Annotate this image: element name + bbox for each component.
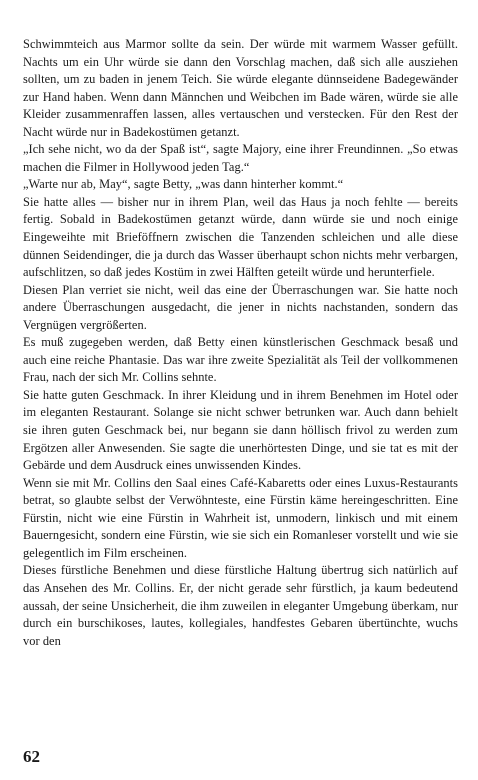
paragraph-9: Dieses fürstliche Benehmen und diese fürstliche Haltung übertrug sich natürlich auf das Ansehen des Mr. Collins. Er, der nicht gerade sehr fürstlich, ja kaum bedeutend aussah, der seine Unsicherheit, die ihm zuweilen in eleganter Umgebung überkam, nur durch ein burschikoses, lautes, kollegiales, handfestes Gebaren übertünchte, wuchs vor den (23, 563, 458, 648)
paragraph-3: „Warte nur ab, May“, sagte Betty, „was dann hinterher kommt.“ (23, 177, 344, 192)
paragraph-7: Sie hatte guten Geschmack. In ihrer Kleidung und in ihrem Benehmen im Hotel oder im eleganten Restaurant. Solange sie nicht schwer betrunken war. Auch dann behielt sie ihren guten Geschmack bei, nur begann sie dann höllisch frivol zu werden zum Ergötzen aller Anwesenden. Sie sagte die unerhörtesten Dinge, und sie tat es mit der Gebärde und dem Ausdruck eines unwissenden Kindes. (23, 387, 458, 473)
paragraph-6: Es muß zugegeben werden, daß Betty einen künstlerischen Geschmack besaß und auch eine reiche Phantasie. Das war ihre zweite Spezialität als Teil der vollkommenen Frau, nach der sich Mr. Collins sehnte. (23, 335, 458, 385)
paragraph-4: Sie hatte alles — bisher nur in ihrem Plan, weil das Haus ja noch fehlte — bereits fertig. Sobald in Badekostümen getanzt würde, dann würde sie und noch einige Eingeweihte mit Brieföffnern zwischen die Tanzenden schleichen und alle diese dünnen Seidendinger, die ja durch das Wasser überhaupt schon nichts mehr verbargen, aufschlitzen, so daß jedes Kostüm in zwei Hälften geteilt würde und herunterfiele. (23, 194, 458, 280)
paragraph-8: Wenn sie mit Mr. Collins den Saal eines Café-Kabaretts oder eines Luxus-Restaurants betrat, so glaubte selbst der Verwöhnteste, eine Fürstin käme hereingeschritten. Eine Fürstin, nicht wie eine Fürstin in Wahrheit ist, unmodern, linkisch und mit einem Bauerngesicht, sondern eine Fürstin, wie sie sich ein Romanleser vorstellt und wie sie gelegentlich im Film erscheinen. (23, 475, 458, 560)
page-number: 62 (23, 747, 40, 766)
paragraph-2: „Ich sehe nicht, wo da der Spaß ist“, sagte Majory, eine ihrer Freundinnen. „So etwas machen die Filmer in Hollywood jeden Tag.“ (23, 142, 458, 174)
body-text (23, 36, 458, 650)
paragraph-1: Schwimmteich aus Marmor sollte da sein. Der würde mit warmem Wasser gefüllt. Nachts um ein Uhr würde sie dann den Vorschlag machen, daß sich alle ausziehen sollten, um zu baden in jenem Teich. Sie würde elegante dünnseidene Badegewänder zur Hand haben. Wenn dann Männchen und Weibchen im Bade wären, würde sie alle Kleider zusammenraffen lassen, alles vertauschen und verstecken. Für den Rest der Nacht würde nur in Badekostümen getanzt. (23, 37, 458, 139)
paragraph-5: Diesen Plan verriet sie nicht, weil das eine der Überraschungen war. Sie hatte noch andere Überraschungen ausgedacht, die jener in nichts nachstanden, sondern das Vergnügen vergrößerten. (23, 282, 458, 332)
